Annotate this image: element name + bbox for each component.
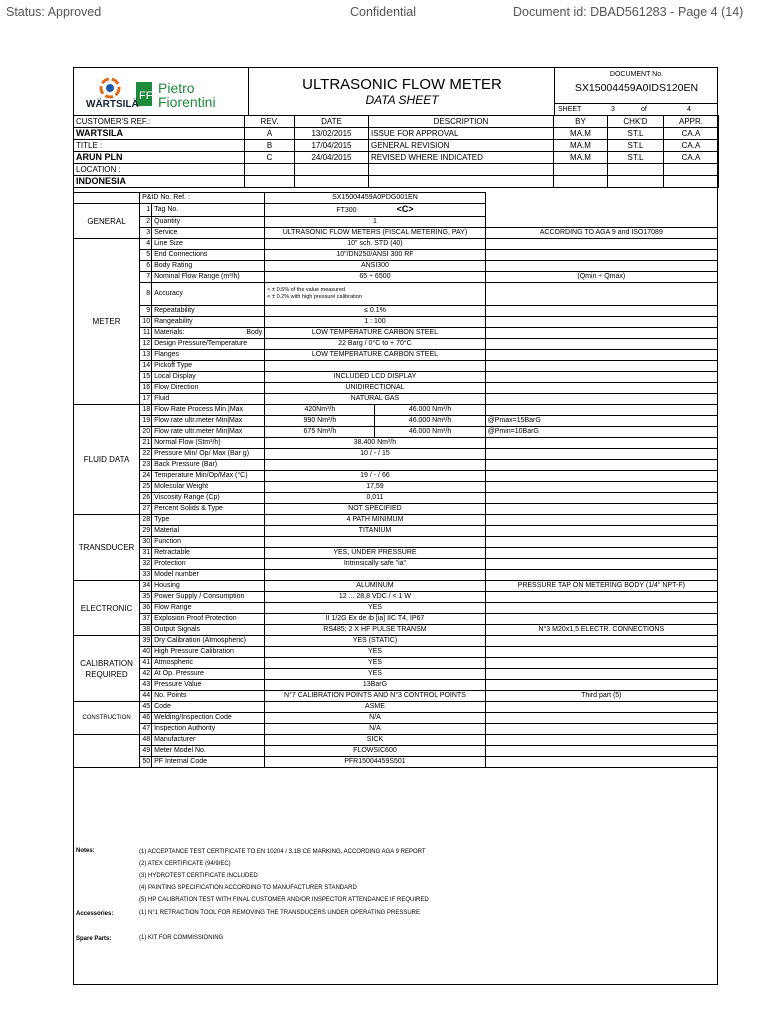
pid-value: SX15004459A0PDG001EN: [265, 193, 485, 204]
revision-table: [73, 115, 719, 188]
note-item: (4) PAINTING SPECIFICATION ACCORDING TO MANUFACTURER STANDARD: [139, 885, 357, 891]
col-rev: REV.: [245, 116, 295, 128]
row-label: Fluid: [152, 394, 265, 405]
tag-value: [265, 204, 485, 217]
row-label: PF Internal Code: [152, 757, 265, 768]
section-construction: CONSTRUCTION: [74, 702, 140, 735]
document-box: [554, 68, 718, 116]
col-appr: APPR.: [664, 116, 719, 128]
row-label: Quantity: [152, 217, 265, 228]
row-number: 1: [140, 204, 152, 217]
materials-label: Materials:: [154, 329, 185, 336]
row-value: ULTRASONIC FLOW METERS (FISCAL METERING, PAY): [265, 228, 485, 239]
wartsila-name: WÄRTSILÄ: [86, 99, 139, 110]
row-value: ANSI300: [265, 261, 485, 272]
customer-name: WARTSILA: [74, 128, 245, 140]
accessories-item: (1) N°1 RETRACTION TOOL FOR REMOVING THE TRANSDUCERS UNDER OPERATING PRESSURE: [139, 910, 420, 916]
row-value: YES, UNDER PRESSURE: [265, 548, 485, 559]
row-label: Local Display: [152, 372, 265, 383]
row-value: YES: [265, 669, 485, 680]
row-value: [265, 460, 485, 471]
notes-section: [74, 846, 717, 984]
row-number: 18: [140, 405, 152, 416]
note-item: (3) HYDROTEST CERTIFICATE INCLUDED: [139, 873, 258, 879]
row-extra: ACCORDING TO AGA 9 and ISO17089: [485, 228, 717, 239]
row-label: End Connections: [152, 250, 265, 261]
col-description: DESCRIPTION: [369, 116, 554, 128]
row-value: ≤ 0.1%: [265, 306, 485, 317]
row-number: 13: [140, 350, 152, 361]
row-label: Welding/Inspection Code: [152, 713, 265, 724]
row-label: Body Rating: [152, 261, 265, 272]
row-number: 30: [140, 537, 152, 548]
row-number: 46: [140, 713, 152, 724]
pid-label: P&ID No. Ref. :: [140, 193, 265, 204]
row-value: 13BarG: [265, 680, 485, 691]
rev-chkd: ST.L: [608, 128, 664, 140]
document-label: DOCUMENT No.: [609, 71, 664, 78]
row-number: 15: [140, 372, 152, 383]
row-number: 24: [140, 471, 152, 482]
row-value: TITANIUM: [265, 526, 485, 537]
row-number: 8: [140, 283, 152, 306]
note-item: (2) ATEX CERTIFICATE (94/9/EC): [139, 861, 231, 867]
row-value: N°7 CALIBRATION POINTS AND N°3 CONTROL POINTS: [265, 691, 485, 702]
row-value: 10 / - / 15: [265, 449, 485, 460]
row-label: [152, 328, 265, 339]
row-label: Power Supply / Consumption: [152, 592, 265, 603]
top-status-bar: [0, 0, 768, 26]
row-number: 49: [140, 746, 152, 757]
row-value: SICK: [265, 735, 485, 746]
accuracy-value: [265, 283, 485, 306]
row-number: 48: [140, 735, 152, 746]
tag-number: FT300: [336, 207, 357, 214]
row-value: [265, 537, 485, 548]
row-number: 20: [140, 427, 152, 438]
row-number: 19: [140, 416, 152, 427]
row-number: 43: [140, 680, 152, 691]
row-value: LOW TEMPERATURE CARBON STEEL: [265, 328, 485, 339]
row-extra: @Pmin=10BarG: [485, 427, 717, 438]
accuracy-line: < ± 0.2% with high pressure calibration: [267, 294, 362, 300]
row-number: 16: [140, 383, 152, 394]
row-number: 33: [140, 570, 152, 581]
row-number: 12: [140, 339, 152, 350]
rev-by: MA.M: [554, 152, 608, 164]
row-value: 1: [265, 217, 485, 228]
row-number: 26: [140, 493, 152, 504]
row-label: Flow Direction: [152, 383, 265, 394]
spare-parts-item: (1) KIT FOR COMMISSIONING: [139, 935, 224, 941]
row-value: 38.400 Nm³/h: [265, 438, 485, 449]
row-label: Viscosity Range (Cp): [152, 493, 265, 504]
rev-chkd: ST.L: [608, 152, 664, 164]
row-value: 0,011: [265, 493, 485, 504]
row-number: 6: [140, 261, 152, 272]
rev-date: 13/02/2015: [295, 128, 369, 140]
document-number: SX15004459A0IDS120EN: [574, 82, 699, 94]
section-general: GENERAL: [74, 204, 140, 239]
row-label: Flow Range: [152, 603, 265, 614]
row-label: Flow rate ultr.meter Min|Max: [152, 416, 265, 427]
row-value: [265, 570, 485, 581]
main-title: ULTRASONIC FLOW METER: [302, 76, 502, 93]
row-label: Model number: [152, 570, 265, 581]
row-number: 5: [140, 250, 152, 261]
row-value: 10"/DN250/ANSI 300 RF: [265, 250, 485, 261]
rev-by: MA.M: [554, 140, 608, 152]
row-value: 17,59: [265, 482, 485, 493]
pietro-text: Pietro: [158, 80, 195, 96]
row-label: Flow Rate Process Min.|Max: [152, 405, 265, 416]
row-label: Flanges: [152, 350, 265, 361]
row-number: 41: [140, 658, 152, 669]
row-number: 29: [140, 526, 152, 537]
row-value: Intrinsically safe "ia": [265, 559, 485, 570]
rev-date: 17/04/2015: [295, 140, 369, 152]
row-value: 22 Barg / 0°C to + 70°C: [265, 339, 485, 350]
row-value: 4 PATH MINIMUM: [265, 515, 485, 526]
data-sheet: [73, 67, 718, 985]
row-label: At Op. Pressure: [152, 669, 265, 680]
sheet-label: SHEET: [558, 106, 582, 113]
row-label: Molecular Weight: [152, 482, 265, 493]
row-value: INCLUDED LCD DISPLAY: [265, 372, 485, 383]
row-value: 1 : 100: [265, 317, 485, 328]
section-transducer: TRANSDUCER: [74, 515, 140, 581]
row-extra: Third part (5): [485, 691, 717, 702]
row-number: 32: [140, 559, 152, 570]
row-number: 27: [140, 504, 152, 515]
accessories-label: Accessories:: [76, 911, 114, 917]
row-label: Back Pressure (Bar): [152, 460, 265, 471]
row-number: 37: [140, 614, 152, 625]
row-label: Code: [152, 702, 265, 713]
rev-description: GENERAL REVISION: [369, 140, 554, 152]
row-label: Retractable: [152, 548, 265, 559]
of-label: of: [641, 106, 647, 113]
fiorentini-text: Fiorentini: [158, 94, 216, 110]
sheet-number: 3: [611, 106, 615, 113]
row-label: Temperature Min/Op/Max (°C): [152, 471, 265, 482]
rev-appr: CA.A: [664, 140, 719, 152]
row-number: 14: [140, 361, 152, 372]
row-value: FLOWSIC600: [265, 746, 485, 757]
row-number: 45: [140, 702, 152, 713]
row-value: RS485; 2 X HF PULSE TRANSM: [265, 625, 485, 636]
row-number: 22: [140, 449, 152, 460]
col-chkd: CHK'D: [608, 116, 664, 128]
rev-appr: CA.A: [664, 128, 719, 140]
row-label: Atmospheric: [152, 658, 265, 669]
section-fluid-data: FLUID DATA: [74, 405, 140, 515]
row-number: 36: [140, 603, 152, 614]
rev-code: A: [245, 128, 295, 140]
row-number: 28: [140, 515, 152, 526]
row-extra: PRESSURE TAP ON METERING BODY (1/4" NPT-F): [485, 581, 717, 592]
row-number: 11: [140, 328, 152, 339]
row-value: LOW TEMPERATURE CARBON STEEL: [265, 350, 485, 361]
row-number: 38: [140, 625, 152, 636]
row-label: Manufacturer: [152, 735, 265, 746]
row-extra: @Pmax=15BarG: [485, 416, 717, 427]
row-number: 7: [140, 272, 152, 283]
row-number: 44: [140, 691, 152, 702]
row-value: YES: [265, 647, 485, 658]
row-label: Type: [152, 515, 265, 526]
row-min: 990 Nm³/h: [265, 416, 375, 427]
spec-table: [73, 192, 718, 768]
rev-code: B: [245, 140, 295, 152]
row-number: 21: [140, 438, 152, 449]
row-label: Housing: [152, 581, 265, 592]
row-extra: (Qmin ÷ Qmax): [485, 272, 717, 283]
row-label: Pressure Value: [152, 680, 265, 691]
row-max: 46.000 Nm³/h: [375, 405, 485, 416]
row-label: Repeatability: [152, 306, 265, 317]
row-value: 65 ÷ 6500: [265, 272, 485, 283]
row-number: 34: [140, 581, 152, 592]
row-number: 23: [140, 460, 152, 471]
row-value: UNIDIRECTIONAL: [265, 383, 485, 394]
row-label: Explosion Proof Protection: [152, 614, 265, 625]
row-extra: N°3 M20x1,5 ELECTR. CONNECTIONS: [485, 625, 717, 636]
location-value: INDONESIA: [74, 176, 245, 188]
col-by: BY: [554, 116, 608, 128]
rev-description: ISSUE FOR APPROVAL: [369, 128, 554, 140]
row-label: Tag No.: [152, 204, 265, 217]
revision-mark: <C>: [396, 204, 414, 214]
col-date: DATE: [295, 116, 369, 128]
document-id-text: Document id: DBAD561283 -: [513, 5, 675, 19]
row-label: Normal Flow (Stm³/h): [152, 438, 265, 449]
row-label: Percent Solids & Type: [152, 504, 265, 515]
row-number: 40: [140, 647, 152, 658]
row-extra: [485, 405, 717, 416]
location-label: LOCATION :: [74, 164, 245, 176]
row-label: Rangeability: [152, 317, 265, 328]
row-value: [265, 361, 485, 372]
row-number: 50: [140, 757, 152, 768]
section-electronic: ELECTRONIC: [74, 581, 140, 636]
row-value: PFR15004459S501: [265, 757, 485, 768]
status-text: Status: Approved: [6, 5, 102, 19]
row-number: 4: [140, 239, 152, 250]
row-label: Output Signals: [152, 625, 265, 636]
row-value: NATURAL GAS: [265, 394, 485, 405]
row-number: 3: [140, 228, 152, 239]
row-value: N/A: [265, 724, 485, 735]
revision-row: [74, 140, 719, 152]
row-min: 420Nm³/h: [265, 405, 375, 416]
rev-by: MA.M: [554, 128, 608, 140]
row-label: Function: [152, 537, 265, 548]
row-label: Material: [152, 526, 265, 537]
accuracy-line: < ± 0.5% of the value measured: [267, 287, 346, 293]
row-value: YES: [265, 658, 485, 669]
row-value: YES: [265, 603, 485, 614]
body-label: Body: [246, 329, 263, 336]
note-item: (1) ACCEPTANCE TEST CERTIFICATE TO EN 10204 / 3.1B CE MARKING, ACCORDING AGA 9 REPORT: [139, 849, 426, 855]
row-label: Accuracy: [152, 283, 265, 306]
row-label: Meter Model No.: [152, 746, 265, 757]
row-value: 12 ... 28,8 VDC / < 1 W: [265, 592, 485, 603]
row-value: N/A: [265, 713, 485, 724]
row-label: Protection: [152, 559, 265, 570]
section-calibration: CALIBRATION REQUIRED: [74, 636, 140, 702]
title-label: TITLE :: [74, 140, 245, 152]
row-min: 675 Nm³/h: [265, 427, 375, 438]
rev-date: 24/04/2015: [295, 152, 369, 164]
row-value: ALUMINUM: [265, 581, 485, 592]
row-label: Inspection Authority: [152, 724, 265, 735]
row-label: Nominal Flow Range (m³/h): [152, 272, 265, 283]
customer-ref-label: CUSTOMER'S REF.:: [74, 116, 245, 128]
row-label: Line Size: [152, 239, 265, 250]
row-number: 9: [140, 306, 152, 317]
row-number: 31: [140, 548, 152, 559]
row-number: 17: [140, 394, 152, 405]
row-value: YES (STATIC): [265, 636, 485, 647]
section-meter: METER: [74, 239, 140, 405]
row-number: 39: [140, 636, 152, 647]
row-label: Dry Calibration (Atmospheric): [152, 636, 265, 647]
rev-code: C: [245, 152, 295, 164]
row-value: II 1/2G Ex de ib [ia] IIC T4, IP67: [265, 614, 485, 625]
revision-row: [74, 152, 719, 164]
sub-title: DATA SHEET: [365, 93, 439, 107]
row-number: 35: [140, 592, 152, 603]
row-label: High Pressure Calibration: [152, 647, 265, 658]
row-label: No. Points: [152, 691, 265, 702]
row-label: Flow rate ultr.meter Min|Max: [152, 427, 265, 438]
total-sheets: 4: [687, 106, 691, 113]
row-value: ASME: [265, 702, 485, 713]
row-value: 10" sch. STD (40): [265, 239, 485, 250]
row-number: 2: [140, 217, 152, 228]
spare-parts-label: Spare Parts:: [76, 936, 112, 942]
row-label: Pressure Min/ Op/ Max (Bar g): [152, 449, 265, 460]
note-item: (5) HP CALIBRATION TEST WITH FINAL CUSTOMER AND/OR INSPECTOR ATTENDANCE IF REQUIRED: [139, 897, 429, 903]
revision-row: [74, 128, 719, 140]
page-number-text: Page 4 (14): [678, 5, 744, 19]
confidential-text: Confidential: [350, 5, 417, 19]
row-number: 42: [140, 669, 152, 680]
title-value: ARUN PLN: [74, 152, 245, 164]
title-box: [248, 68, 555, 116]
logo-area: [78, 72, 248, 116]
row-max: 46.000 Nm³/h: [375, 416, 485, 427]
rev-chkd: ST.L: [608, 140, 664, 152]
row-value: NOT SPECIFIED: [265, 504, 485, 515]
row-number: 47: [140, 724, 152, 735]
row-number: 10: [140, 317, 152, 328]
svg-text:FF: FF: [139, 90, 153, 102]
rev-appr: CA.A: [664, 152, 719, 164]
row-number: 25: [140, 482, 152, 493]
row-label: Design Pressure/Temperature: [152, 339, 265, 350]
rev-description: REVISED WHERE INDICATED: [369, 152, 554, 164]
row-label: Pickoff Type: [152, 361, 265, 372]
notes-label: Notes:: [76, 848, 95, 854]
row-label: Service: [152, 228, 265, 239]
row-value: 19 / - / 66: [265, 471, 485, 482]
row-max: 46.000 Nm³/h: [375, 427, 485, 438]
